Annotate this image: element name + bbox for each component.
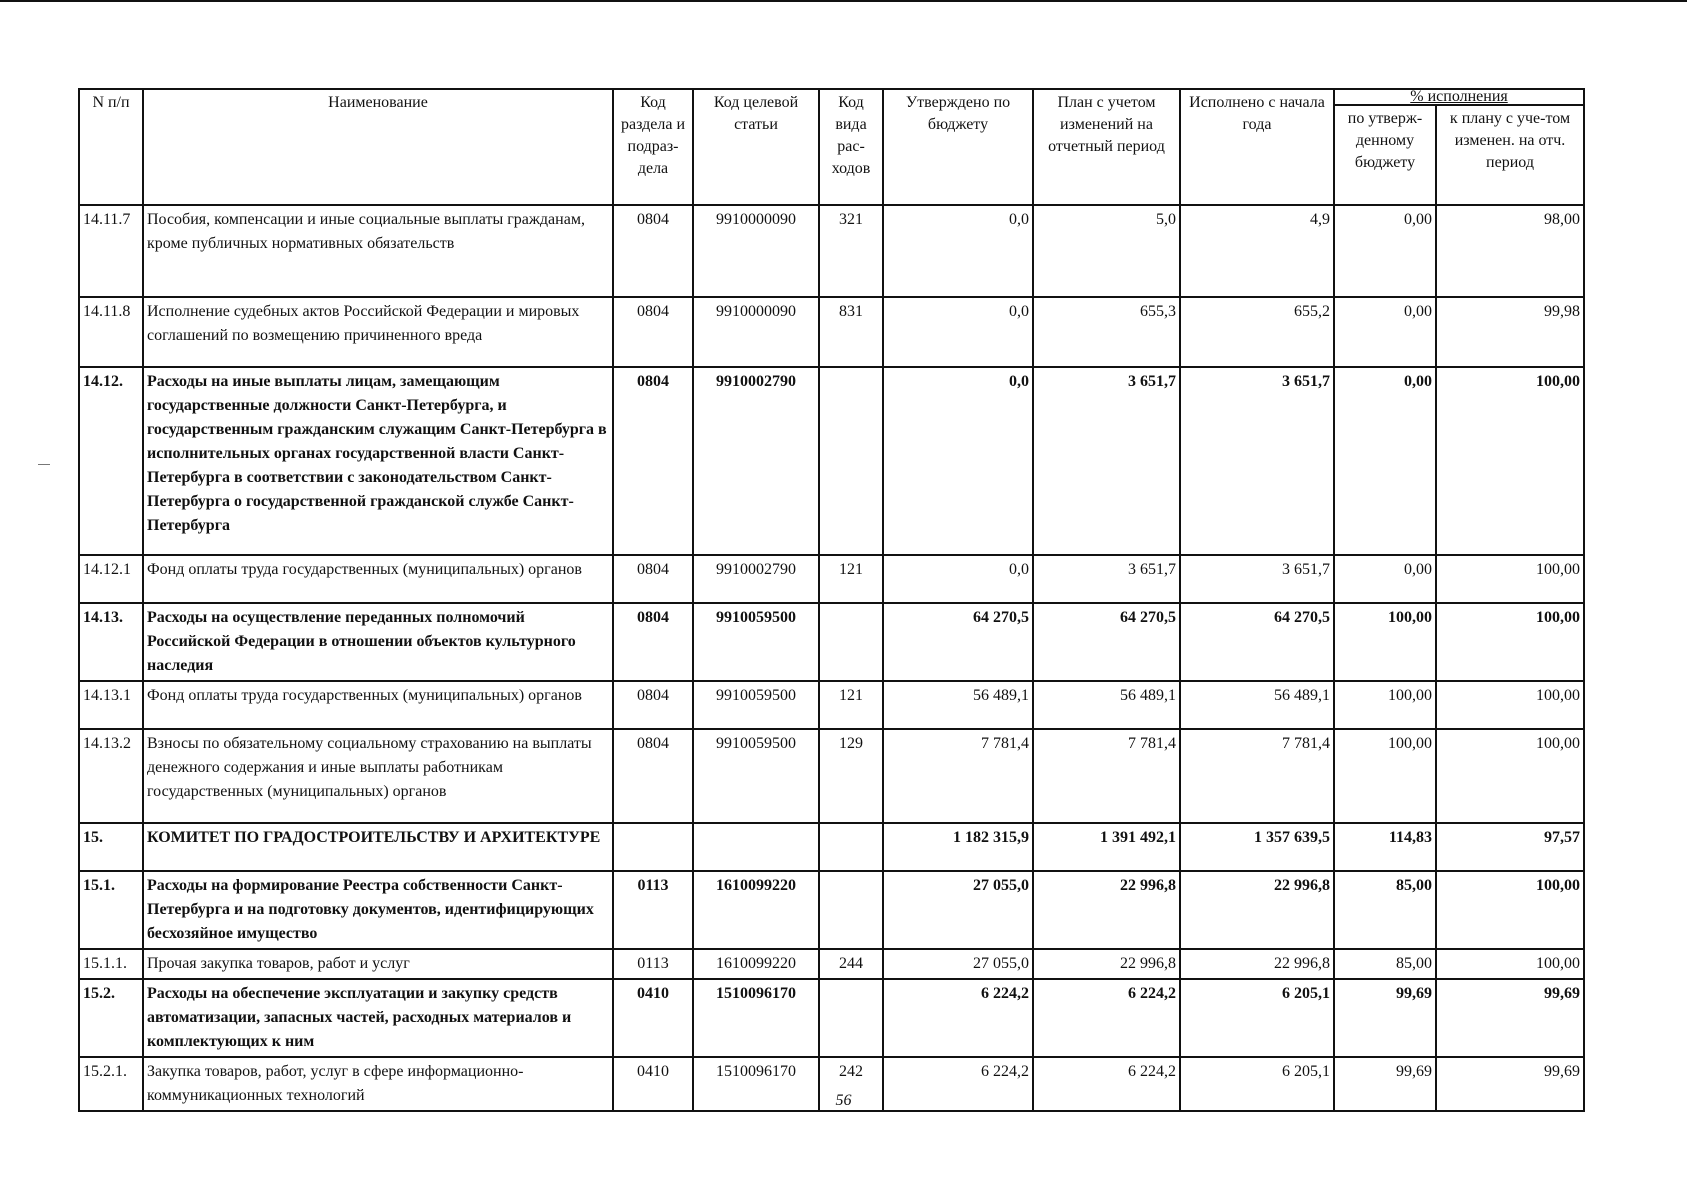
- row-num: 14.13.: [79, 603, 143, 681]
- row-name: Фонд оплаты труда государственных (муниципальных) органов: [143, 555, 613, 603]
- row-pct-budget: 0,00: [1334, 297, 1436, 367]
- row-plan: 7 781,4: [1033, 729, 1180, 823]
- row-pct-budget: 100,00: [1334, 681, 1436, 729]
- row-section: 0410: [613, 1057, 693, 1111]
- row-name: Закупка товаров, работ, услуг в сфере информационно-коммуникационных технологий: [143, 1057, 613, 1111]
- col-header-pct: % исполнения: [1334, 89, 1584, 105]
- row-approved: 7 781,4: [883, 729, 1033, 823]
- row-pct-plan: 100,00: [1436, 949, 1584, 979]
- row-kind: [819, 979, 883, 1057]
- row-pct-budget: 0,00: [1334, 367, 1436, 555]
- row-pct-plan: 100,00: [1436, 603, 1584, 681]
- row-approved: 0,0: [883, 555, 1033, 603]
- row-target: 1510096170: [693, 979, 819, 1057]
- row-section: 0804: [613, 603, 693, 681]
- row-kind: 242: [819, 1057, 883, 1111]
- row-name: Взносы по обязательному социальному страхованию на выплаты денежного содержания и иные выплаты работникам государственных (муниципальных) органов: [143, 729, 613, 823]
- table-row: [79, 729, 1584, 823]
- col-header-executed: Исполнено с начала года: [1180, 89, 1334, 205]
- col-header-num: N п/п: [79, 89, 143, 205]
- row-pct-budget: 0,00: [1334, 555, 1436, 603]
- row-target: 9910059500: [693, 729, 819, 823]
- row-pct-plan: 97,57: [1436, 823, 1584, 871]
- row-plan: 6 224,2: [1033, 979, 1180, 1057]
- row-plan: 64 270,5: [1033, 603, 1180, 681]
- row-approved: 27 055,0: [883, 871, 1033, 949]
- row-executed: 3 651,7: [1180, 367, 1334, 555]
- row-approved: 1 182 315,9: [883, 823, 1033, 871]
- row-pct-budget: 99,69: [1334, 979, 1436, 1057]
- row-section: 0804: [613, 555, 693, 603]
- row-num: 14.11.8: [79, 297, 143, 367]
- table-row: [79, 555, 1584, 603]
- row-executed: 6 205,1: [1180, 1057, 1334, 1111]
- row-pct-budget: 100,00: [1334, 603, 1436, 681]
- row-num: 14.13.2: [79, 729, 143, 823]
- col-header-kind: Код вида рас-ходов: [819, 89, 883, 205]
- row-target: 1510096170: [693, 1057, 819, 1111]
- table-row: [79, 681, 1584, 729]
- row-kind: 121: [819, 681, 883, 729]
- col-header-pct-plan: к плану с уче-том изменен. на отч. период: [1436, 105, 1584, 205]
- row-executed: 22 996,8: [1180, 949, 1334, 979]
- col-header-section: Код раздела и подраз-дела: [613, 89, 693, 205]
- row-kind: [819, 603, 883, 681]
- row-executed: 655,2: [1180, 297, 1334, 367]
- row-executed: 1 357 639,5: [1180, 823, 1334, 871]
- row-executed: 4,9: [1180, 205, 1334, 297]
- row-approved: 56 489,1: [883, 681, 1033, 729]
- col-header-approved: Утверждено по бюджету: [883, 89, 1033, 205]
- row-section: 0804: [613, 729, 693, 823]
- row-section: 0410: [613, 979, 693, 1057]
- row-num: 15.2.: [79, 979, 143, 1057]
- table-row: [79, 367, 1584, 555]
- row-section: 0804: [613, 205, 693, 297]
- row-kind: [819, 367, 883, 555]
- row-name: Исполнение судебных актов Российской Федерации и мировых соглашений по возмещению причиненного вреда: [143, 297, 613, 367]
- row-approved: 0,0: [883, 205, 1033, 297]
- row-name: Расходы на иные выплаты лицам, замещающим государственные должности Санкт-Петербурга, и государственным гражданским служащим Санкт-Петербурга в исполнительных органах государственной власти Санкт-Петербурга в соответствии с законодательством Санкт-Петербурга о государственной гражданской службе Санкт-Петербурга: [143, 367, 613, 555]
- table-row: [79, 979, 1584, 1057]
- row-target: [693, 823, 819, 871]
- row-pct-plan: 99,98: [1436, 297, 1584, 367]
- row-target: 1610099220: [693, 949, 819, 979]
- row-kind: 321: [819, 205, 883, 297]
- row-pct-budget: 0,00: [1334, 205, 1436, 297]
- table-row: [79, 603, 1584, 681]
- row-name: Расходы на обеспечение эксплуатации и закупку средств автоматизации, запасных частей, расходных материалов и комплектующих к ним: [143, 979, 613, 1057]
- table-row: [79, 871, 1584, 949]
- top-border-line: [0, 0, 1687, 2]
- row-executed: 56 489,1: [1180, 681, 1334, 729]
- row-pct-plan: 98,00: [1436, 205, 1584, 297]
- row-pct-plan: 100,00: [1436, 555, 1584, 603]
- row-target: 1610099220: [693, 871, 819, 949]
- row-name: КОМИТЕТ ПО ГРАДОСТРОИТЕЛЬСТВУ И АРХИТЕКТУРЕ: [143, 823, 613, 871]
- row-approved: 64 270,5: [883, 603, 1033, 681]
- row-pct-budget: 85,00: [1334, 949, 1436, 979]
- page-number: 56: [835, 1092, 852, 1109]
- row-pct-budget: 100,00: [1334, 729, 1436, 823]
- row-name: Расходы на формирование Реестра собственности Санкт-Петербурга и на подготовку документов, идентифицирующих бесхозяйное имущество: [143, 871, 613, 949]
- row-num: 15.1.1.: [79, 949, 143, 979]
- row-executed: 3 651,7: [1180, 555, 1334, 603]
- header-row: [79, 89, 1584, 105]
- row-pct-plan: 99,69: [1436, 1057, 1584, 1111]
- row-target: 9910059500: [693, 603, 819, 681]
- row-num: 15.2.1.: [79, 1057, 143, 1111]
- row-num: 15.: [79, 823, 143, 871]
- row-target: 9910002790: [693, 367, 819, 555]
- row-kind: 831: [819, 297, 883, 367]
- row-pct-plan: 100,00: [1436, 729, 1584, 823]
- row-section: [613, 823, 693, 871]
- row-plan: 56 489,1: [1033, 681, 1180, 729]
- row-name: Фонд оплаты труда государственных (муниципальных) органов: [143, 681, 613, 729]
- row-kind: 121: [819, 555, 883, 603]
- row-plan: 22 996,8: [1033, 949, 1180, 979]
- row-kind: 129: [819, 729, 883, 823]
- row-name: Прочая закупка товаров, работ и услуг: [143, 949, 613, 979]
- row-section: 0113: [613, 949, 693, 979]
- table-row: [79, 949, 1584, 979]
- row-name: Расходы на осуществление переданных полномочий Российской Федерации в отношении объектов культурного наследия: [143, 603, 613, 681]
- row-num: 14.12.: [79, 367, 143, 555]
- col-header-plan: План с учетом изменений на отчетный период: [1033, 89, 1180, 205]
- budget-table: [78, 88, 1585, 1112]
- row-pct-budget: 114,83: [1334, 823, 1436, 871]
- table-row: [79, 823, 1584, 871]
- table-row: [79, 205, 1584, 297]
- row-pct-budget: 99,69: [1334, 1057, 1436, 1111]
- row-pct-plan: 99,69: [1436, 979, 1584, 1057]
- row-target: 9910000090: [693, 297, 819, 367]
- row-section: 0804: [613, 297, 693, 367]
- row-executed: 7 781,4: [1180, 729, 1334, 823]
- row-kind: 244: [819, 949, 883, 979]
- row-pct-plan: 100,00: [1436, 681, 1584, 729]
- col-header-name: Наименование: [143, 89, 613, 205]
- row-name: Пособия, компенсации и иные социальные выплаты гражданам, кроме публичных нормативных обязательств: [143, 205, 613, 297]
- row-plan: 5,0: [1033, 205, 1180, 297]
- row-approved: 6 224,2: [883, 979, 1033, 1057]
- row-plan: 655,3: [1033, 297, 1180, 367]
- row-pct-plan: 100,00: [1436, 871, 1584, 949]
- row-plan: 22 996,8: [1033, 871, 1180, 949]
- row-plan: 3 651,7: [1033, 555, 1180, 603]
- col-header-target: Код целевой статьи: [693, 89, 819, 205]
- row-approved: 0,0: [883, 297, 1033, 367]
- row-plan: 6 224,2: [1033, 1057, 1180, 1111]
- row-num: 14.11.7: [79, 205, 143, 297]
- row-executed: 64 270,5: [1180, 603, 1334, 681]
- row-target: 9910059500: [693, 681, 819, 729]
- row-kind: [819, 823, 883, 871]
- row-num: 14.12.1: [79, 555, 143, 603]
- row-approved: 0,0: [883, 367, 1033, 555]
- row-num: 15.1.: [79, 871, 143, 949]
- row-pct-plan: 100,00: [1436, 367, 1584, 555]
- row-target: 9910002790: [693, 555, 819, 603]
- row-approved: 6 224,2: [883, 1057, 1033, 1111]
- row-num: 14.13.1: [79, 681, 143, 729]
- row-kind: [819, 871, 883, 949]
- row-executed: 6 205,1: [1180, 979, 1334, 1057]
- table-row: [79, 297, 1584, 367]
- margin-mark: [38, 464, 50, 465]
- row-executed: 22 996,8: [1180, 871, 1334, 949]
- col-header-pct-budget: по утверж-денному бюджету: [1334, 105, 1436, 205]
- row-approved: 27 055,0: [883, 949, 1033, 979]
- row-plan: 1 391 492,1: [1033, 823, 1180, 871]
- row-section: 0113: [613, 871, 693, 949]
- row-pct-budget: 85,00: [1334, 871, 1436, 949]
- row-section: 0804: [613, 367, 693, 555]
- row-target: 9910000090: [693, 205, 819, 297]
- row-plan: 3 651,7: [1033, 367, 1180, 555]
- row-section: 0804: [613, 681, 693, 729]
